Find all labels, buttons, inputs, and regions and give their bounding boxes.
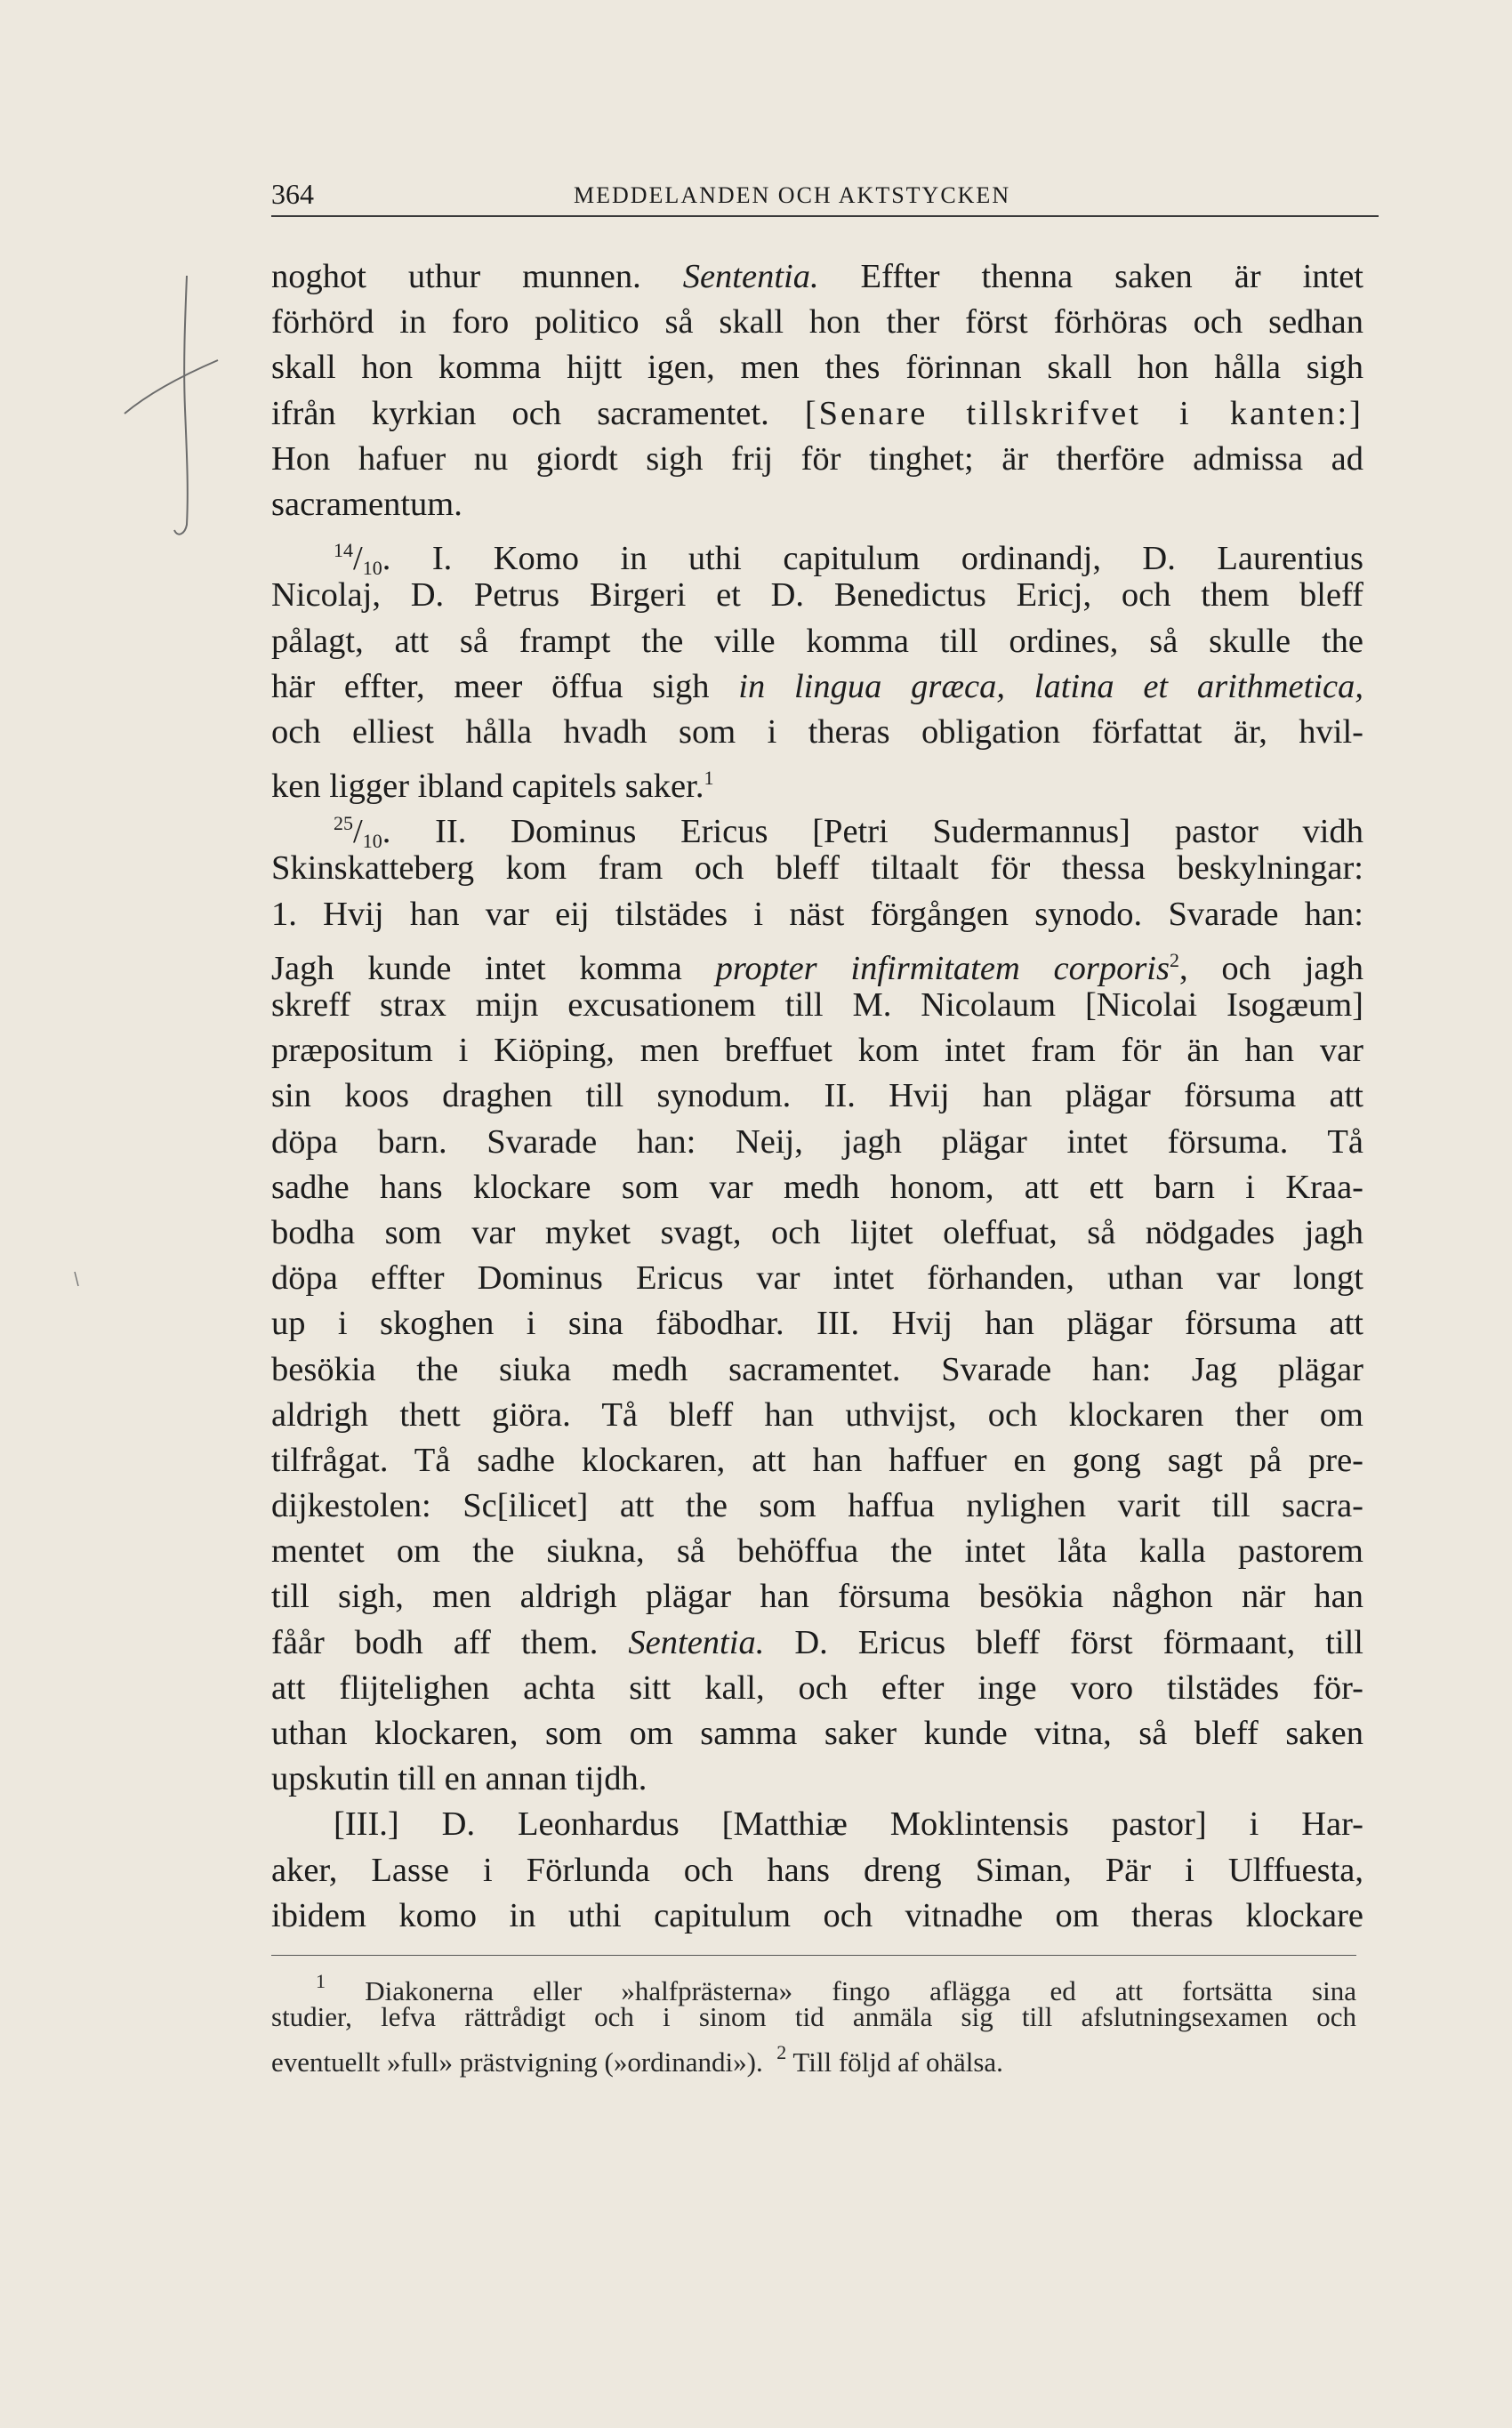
text-line: ifrån kyrkian och sacramentet. [Senare tillskrifvet i kanten:] (271, 394, 1363, 432)
footnote-line: studier, lefva rättrådigt och i sinom tid anmäla sig till afslutningsexamen och (271, 2001, 1356, 2032)
text-line: uthan klockaren, som om samma saker kunde vitna, så bleff saken (271, 1715, 1363, 1752)
text-line: $^{14}/_{10}$. I. Komo in uthi capitulum ordinandj, D. Laurentius (334, 539, 1363, 580)
italic-text: Sententia. (628, 1623, 765, 1661)
footnote-number: 1 (316, 1970, 326, 1992)
text-line: bodha som var myket svagt, och lijtet oleffuat, så nödgades jagh (271, 1213, 1363, 1251)
text-line: skreff strax mijn excusationem till M. Nicolaum [Nicolai Isogæum] (271, 986, 1363, 1024)
pencil-cross-mark (107, 267, 231, 543)
footnote-ref: 2 (1170, 948, 1179, 971)
text-line: up i skoghen i sina fäbodhar. III. Hvij han plägar försuma att (271, 1305, 1363, 1343)
footnote-ref: 1 (704, 767, 714, 790)
text-line: Hon hafuer nu giordt sigh frij för tinghet; är therföre admissa ad (271, 439, 1363, 478)
text-line: att flijtelighen achta sitt kall, och efter inge voro tilstädes för- (271, 1668, 1363, 1707)
text-line: $^{25}/_{10}$. II. Dominus Ericus [Petri Sudermannus] pastor vidh (334, 812, 1363, 853)
text-line: tilfrågat. Tå sadhe klockaren, att han haffuer en gong sagt på pre- (271, 1441, 1363, 1479)
italic-text: propter infirmitatem corporis (715, 949, 1170, 987)
footnotes (271, 1964, 1356, 2078)
main-text (271, 254, 1363, 1939)
text-line: ibidem komo in uthi capitulum och vitnadhe om theras klockare (271, 1896, 1363, 1934)
italic-text: in lingua græca, latina et arithmetica, (738, 667, 1363, 705)
pencil-cross-icon (107, 267, 231, 543)
text-line: ken ligger ibland capitels saker.$^1$ (271, 767, 714, 806)
text-line: 1. Hvij han var eij tilstädes i näst förgången synodo. Svarade han: (271, 895, 1363, 933)
spaced-annotation: [Senare tillskrifvet i kanten:] (804, 394, 1363, 432)
text-line: sadhe hans klockare som var medh honom, att ett barn i Kraa- (271, 1168, 1363, 1206)
pencil-tick-icon (73, 1270, 82, 1288)
pencil-tick-mark (73, 1270, 82, 1288)
text-line: döpa barn. Svarade han: Neij, jagh plägar intet försuma. Tå (271, 1122, 1363, 1161)
text-line: Jagh kunde intet komma propter infirmitatem corporis$^2$, och jagh (271, 948, 1363, 987)
text-line: mentet om the siukna, så behöffua the intet låta kalla pastorem (271, 1532, 1363, 1571)
text-line: besökia the siuka medh sacramentet. Svarade han: Jag plägar (271, 1350, 1363, 1388)
text-line: pålagt, att så frampt the ville komma till ordines, så skulle the (271, 622, 1363, 660)
text-line: skall hon komma hijtt igen, men thes förinnan skall hon hålla sigh (271, 349, 1363, 387)
text-line: sin koos draghen till synodum. II. Hvij han plägar försuma att (271, 1077, 1363, 1115)
date-fraction: $^{14}/_{10}$ (334, 539, 382, 580)
italic-text: Sententia. (682, 258, 819, 295)
footnote-line: eventuellt »full» prästvigning (»ordinandi»). $^2$ Till följd af ohälsa. (271, 2041, 1003, 2078)
text-line: præpositum i Kiöping, men breffuet kom intet fram för än han var (271, 1032, 1363, 1070)
text-line: förhörd in foro politico så skall hon ther först förhöras och sedhan (271, 303, 1363, 342)
text-line: dijkestolen: Sc[ilicet] att the som haffua nylighen varit till sacra- (271, 1487, 1363, 1525)
footnote-divider (271, 1955, 1356, 1956)
text-line: aldrigh thett giöra. Tå bleff han uthvijst, och klockaren ther om (271, 1395, 1363, 1434)
text-line: [III.] D. Leonhardus [Matthiæ Moklintensis pastor] i Har- (334, 1805, 1363, 1844)
text-line: till sigh, men aldrigh plägar han försuma besökia någhon när han (271, 1578, 1363, 1616)
text-line: upskutin till en annan tijdh. (271, 1760, 647, 1798)
page-number: 364 (271, 178, 314, 210)
text-line: sacramentum. (271, 485, 462, 523)
page-header (271, 176, 1379, 217)
text-line: aker, Lasse i Förlunda och hans dreng Siman, Pär i Ulffuesta, (271, 1851, 1363, 1889)
text-line: fåår bodh aff them. Sententia. D. Ericus bleff först förmaant, till (271, 1623, 1363, 1661)
footnote-line: $^1$ Diakonerna eller »halfprästerna» fingo aflägga ed att fortsätta sina (316, 1970, 1356, 2006)
text-line: och elliest hålla hvadh som i theras obligation författat är, hvil- (271, 712, 1363, 751)
date-fraction: $^{25}/_{10}$ (334, 812, 382, 853)
text-line: Nicolaj, D. Petrus Birgeri et D. Benedictus Ericj, och them bleff (271, 576, 1363, 615)
text-line: Skinskatteberg kom fram och bleff tiltaalt för thessa beskylningar: (271, 849, 1363, 888)
text-line: döpa effter Dominus Ericus var intet förhanden, uthan var longt (271, 1259, 1363, 1298)
footnote-number: 2 (776, 2041, 787, 2063)
text-line: här effter, meer öffua sigh in lingua græca, latina et arithmetica, (271, 667, 1363, 705)
running-head: MEDDELANDEN OCH AKTSTYCKEN (574, 182, 1011, 208)
text-line: noghot uthur munnen. Sententia. Effter thenna saken är intet (271, 258, 1364, 295)
